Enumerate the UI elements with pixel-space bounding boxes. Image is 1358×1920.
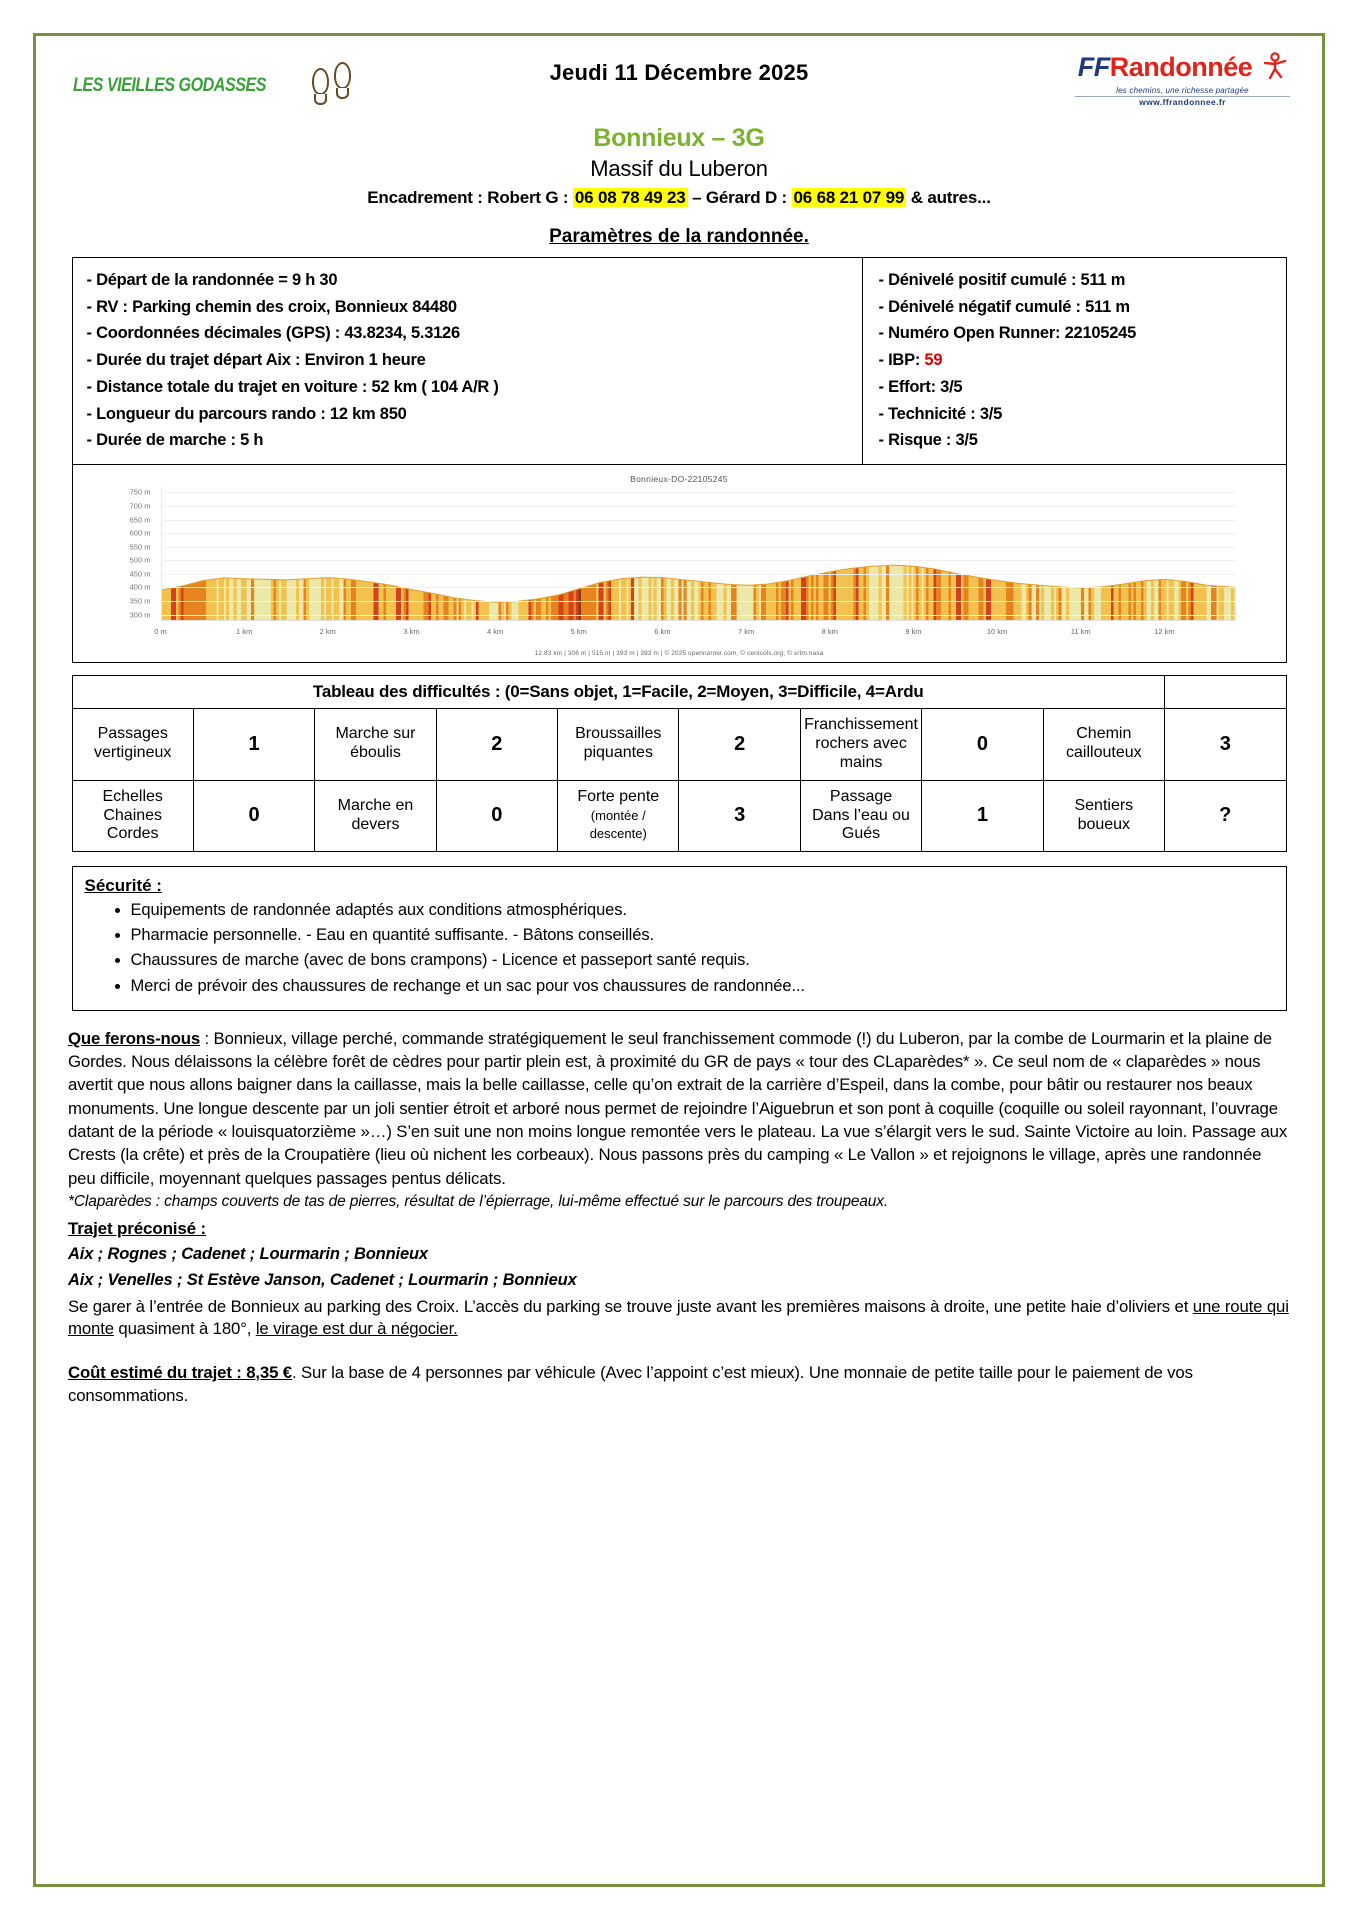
chart-ytick-label: 300 m <box>129 610 151 620</box>
diff-label-broussailles: Broussailles piquantes <box>558 709 679 781</box>
chart-xtick-label: 9 km <box>905 627 922 637</box>
chart-ytick-label: 700 m <box>129 501 151 511</box>
diff-value-marche-devers: 0 <box>436 780 557 852</box>
chart-gridline <box>161 587 1236 588</box>
diff-label-franchissement: Franchissement rochers avec mains <box>800 709 921 781</box>
chart-xtick-label: 3 km <box>403 627 420 637</box>
chart-gridline <box>161 547 1236 548</box>
document-page <box>33 33 1325 1887</box>
difficulty-table-header: Tableau des difficultés : (0=Sans objet, 1=Facile, 2=Moyen, 3=Difficile, 4=Ardu <box>72 676 1165 709</box>
list-item: • Merci de prévoir des chaussures de rechange et un sac pour vos chaussures de randonnée... <box>131 974 1274 999</box>
difficulty-table-wrap <box>72 675 1287 852</box>
parking-note-line2a: maisons à droite, une petite haie d’oliviers et <box>864 1297 1193 1316</box>
param-distance-voiture: - Distance totale du trajet en voiture : 52 km ( 104 A/R ) <box>86 377 499 396</box>
parking-note-underline2: le virage est dur à négocier. <box>255 1319 458 1339</box>
param-longueur-parcours: - Longueur du parcours rando : 12 km 850 <box>86 404 407 423</box>
chart-gridline <box>161 574 1236 575</box>
param-duree-trajet: - Durée du trajet départ Aix : Environ 1 heure <box>86 351 426 370</box>
trajet-preconise-label: Trajet préconisé : <box>68 1218 207 1238</box>
table-row <box>72 709 1286 781</box>
ffr-tagline: les chemins, une richesse partagée <box>1116 86 1249 95</box>
param-technicite: - Technicité : 3/5 <box>878 404 1003 423</box>
parameters-left-column <box>73 258 863 464</box>
ffr-url: www.ffrandonnee.fr <box>1075 96 1290 107</box>
chart-gridline <box>161 560 1236 561</box>
chart-ytick-label: 650 m <box>129 515 151 525</box>
difficulty-table <box>72 675 1287 852</box>
chart-gridline <box>161 506 1236 507</box>
chart-ytick-label: 550 m <box>129 542 151 552</box>
cost-line <box>68 1361 1290 1408</box>
param-denivele-negatif: - Dénivelé négatif cumulé : 511 m <box>878 297 1130 316</box>
param-openrunner: - Numéro Open Runner: 22105245 <box>878 324 1136 343</box>
chart-xtick-label: 6 km <box>654 627 671 637</box>
encadrement-separator: – Gérard D : <box>692 188 788 207</box>
diff-label-echelles-chaines-cordes: Echelles Chaines Cordes <box>72 780 193 852</box>
que-ferons-nous-label: Que ferons-nous <box>68 1028 201 1048</box>
chart-xtick-label: 10 km <box>986 627 1008 637</box>
encadrement-line <box>58 188 1300 208</box>
encadrement-prefix: Encadrement : Robert G : <box>367 188 569 207</box>
diff-label-passage-eau: Passage Dans l’eau ou Gués <box>800 780 921 852</box>
chart-title: Bonnieux-DO-22105245 <box>630 474 728 485</box>
encadrement-suffix: & autres... <box>910 188 991 207</box>
diff-value-marche-eboulis: 2 <box>436 709 557 781</box>
difficulty-header-spacer <box>1165 676 1286 709</box>
parking-note-line1: Se garer à l’entrée de Bonnieux au parking des Croix. L’accès du parking se trouve juste avant les premières <box>68 1297 860 1316</box>
param-effort: - Effort: 3/5 <box>878 377 963 396</box>
list-item: • Equipements de randonnée adaptés aux conditions atmosphériques. <box>131 898 1274 923</box>
chart-footer-attribution: 12.83 km | 306 m | 515 m | 393 m | 393 m | © 2025 openrunner.com, © centcols.org, © srtm.nasa <box>534 650 824 658</box>
chart-ytick-label: 600 m <box>129 528 151 538</box>
securite-box <box>72 866 1287 1010</box>
diff-value-sentiers-boueux: ? <box>1165 780 1286 852</box>
club-name: LES VIEILLES GODASSES <box>73 75 267 96</box>
diff-value-chemin-caillouteux: 3 <box>1165 709 1286 781</box>
claparedes-footnote: *Claparèdes : champs couverts de tas de pierres, résultat de l’épierrage, lui-même effectué sur le parcours des troupeaux. <box>68 1193 888 1210</box>
diff-value-passages-vertigineux: 1 <box>193 709 314 781</box>
chart-xtick-label: 12 km <box>1154 627 1175 637</box>
phone-robert: 06 08 78 49 23 <box>574 188 686 207</box>
chart-gridline <box>161 492 1236 493</box>
param-depart: - Départ de la randonnée = 9 h 30 <box>86 271 338 289</box>
chart-xtick-label: 2 km <box>319 627 336 637</box>
section-title-parametres: Paramètres de la randonnée. <box>549 226 809 247</box>
chart-gridline <box>161 533 1236 534</box>
diff-label-forte-pente: Forte pente (montée / descente) <box>558 780 679 852</box>
diff-value-broussailles: 2 <box>679 709 800 781</box>
param-rv: - RV : Parking chemin des croix, Bonnieux 84480 <box>86 297 457 316</box>
route-option-1: Aix ; Rognes ; Cadenet ; Lourmarin ; Bonnieux <box>68 1245 428 1264</box>
route-option-2: Aix ; Venelles ; St Estève Janson, Cadenet ; Lourmarin ; Bonnieux <box>68 1271 577 1290</box>
table-row <box>72 780 1286 852</box>
parking-note <box>68 1296 1290 1341</box>
document-header <box>58 42 1300 120</box>
table-row-header <box>72 676 1286 709</box>
chart-gridline <box>161 601 1236 602</box>
param-risque: - Risque : 3/5 <box>878 431 978 450</box>
diff-value-passage-eau: 1 <box>922 780 1043 852</box>
list-item: • Chaussures de marche (avec de bons crampons) - Licence et passeport santé requis. <box>131 948 1274 973</box>
diff-label-sentiers-boueux: Sentiers boueux <box>1043 780 1164 852</box>
chart-ytick-label: 750 m <box>129 487 151 497</box>
chart-xtick-label: 11 km <box>1070 627 1091 637</box>
chart-ytick-label: 500 m <box>129 555 151 565</box>
page-title: Bonnieux – 3G <box>593 124 765 152</box>
diff-value-echelles-chaines-cordes: 0 <box>193 780 314 852</box>
diff-value-forte-pente: 3 <box>679 780 800 852</box>
chart-xtick-label: 1 km <box>236 627 253 637</box>
param-duree-marche: - Durée de marche : 5 h <box>86 431 264 450</box>
parameters-right-column <box>863 258 1286 464</box>
phone-gerard: 06 68 21 07 99 <box>793 188 905 207</box>
chart-gridline <box>161 615 1236 616</box>
description-section <box>68 1027 1290 1408</box>
chart-xtick-label: 0 m <box>154 627 167 637</box>
diff-value-franchissement: 0 <box>922 709 1043 781</box>
diff-label-passages-vertigineux: Passages vertigineux <box>72 709 193 781</box>
chart-xtick-label: 4 km <box>486 627 504 637</box>
ffr-randonnee-text: Randonnée <box>1109 52 1253 82</box>
chart-xtick-label: 5 km <box>570 627 587 637</box>
param-gps: - Coordonnées décimales (GPS) : 43.8234, 5.3126 <box>86 324 460 343</box>
walking-person-icon <box>1261 52 1287 85</box>
parameters-box <box>72 257 1287 465</box>
chart-xtick-label: 7 km <box>737 627 755 637</box>
param-denivele-positif: - Dénivelé positif cumulé : 511 m <box>878 271 1126 289</box>
ibp-value: 59 <box>924 351 943 370</box>
que-ferons-nous-paragraph <box>68 1027 1290 1190</box>
securite-title: Sécurité : <box>84 876 162 896</box>
parking-note-underline1: une route qui monte <box>68 1297 1289 1339</box>
chart-ytick-label: 400 m <box>129 582 151 592</box>
param-ibp <box>879 347 1286 374</box>
securite-list <box>85 898 1274 998</box>
diff-label-marche-eboulis: Marche sur éboulis <box>315 709 436 781</box>
ibp-label: - IBP: <box>878 351 925 370</box>
hike-date: Jeudi 11 Décembre 2025 <box>549 60 809 85</box>
chart-gridline <box>161 520 1236 521</box>
ffr-ff-text: FF <box>1077 52 1110 82</box>
chart-plot-area <box>129 487 1236 637</box>
que-ferons-nous-text: : Bonnieux, village perché, commande stratégiquement le seul franchissement commode (!) du Luberon, par la combe de Lourmarin et la plaine de Gordes. Nous délaissons la célèbre forêt de cèdres pour partir plein est, à proximité du GR de pays « tour des CLaparèdes* ». Ce seul nom de « claparèdes » nous avertit que nous allons baigner dans la caillasse, mais la belle caillasse, celle qu’on extrait de la carrière d’Espeil, dans la combe, pour bâtir ou restaurer nos beaux monuments. Une longue descente par un joli sentier étroit et arboré nous permet de rejoindre l’Aiguebrun et son pont à coquille (coquille ou soleil rayonnant, l’ouvrage datant de la période « louisquatorzième »…) S’en suit une non moins longue remontée vers le plateau. La vue s’élargit vers le sud. Sainte Victoire au loin. Passage aux Crests (la crête) et près de la Croupatière (lieu où nichent les corbeaux). Nous passons près du camping « Le Vallon » et rejoignons le village, après une randonnée peu difficile, moyennant quelques passages pentus délicats. <box>68 1028 1288 1188</box>
chart-ytick-label: 350 m <box>129 596 151 606</box>
diff-label-chemin-caillouteux: Chemin caillouteux <box>1043 709 1164 781</box>
ffrandonnee-logo <box>1075 52 1290 107</box>
page-subtitle: Massif du Luberon <box>590 156 768 181</box>
cost-text: . Sur la base de 4 personnes par véhicule (Avec l’appoint c’est mieux). Une monnaie de petite taille pour le paiement de vos consommations. <box>68 1362 1193 1405</box>
elevation-profile-chart <box>72 465 1287 663</box>
chart-ytick-label: 450 m <box>129 569 151 579</box>
chart-xtick-label: 8 km <box>821 627 838 637</box>
cost-label: Coût estimé du trajet : 8,35 € <box>68 1362 292 1382</box>
list-item: • Pharmacie personnelle. - Eau en quantité suffisante. - Bâtons conseillés. <box>131 923 1274 948</box>
parking-note-line2c: quasiment à 180°, <box>113 1319 256 1339</box>
diff-label-marche-devers: Marche en devers <box>315 780 436 852</box>
